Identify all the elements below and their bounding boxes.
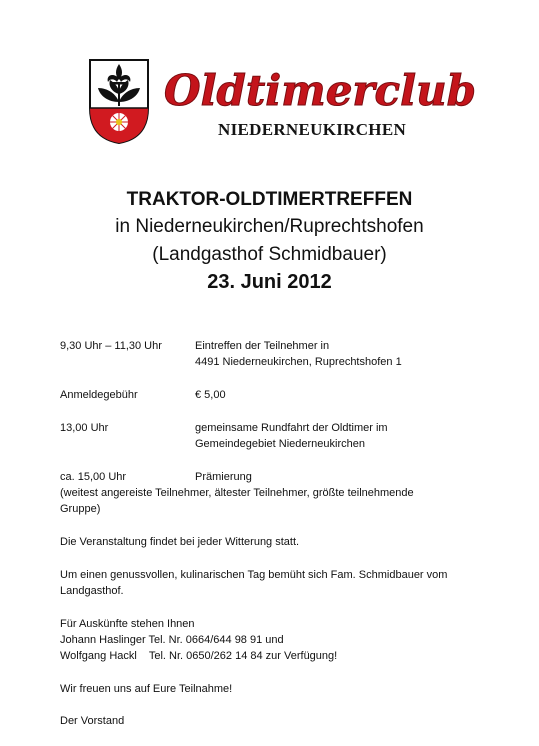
event-location: in Niederneukirchen/Ruprechtshofen: [115, 216, 424, 237]
signature: Der Vorstand: [60, 715, 125, 727]
tour-text-1: gemeinsame Rundfahrt der Oldtimer im: [195, 422, 388, 434]
club-location: NIEDERNEUKIRCHEN: [218, 120, 407, 139]
contact-hackl: Wolfgang Hackl Tel. Nr. 0650/262 14 84 zur Verfügung!: [60, 650, 338, 662]
award-time: ca. 15,00 Uhr: [60, 471, 127, 483]
closing-line: Wir freuen uns auf Eure Teilnahme!: [60, 683, 233, 695]
award-note-2: Gruppe): [60, 503, 101, 515]
award-label: Prämierung: [195, 471, 252, 483]
tour-text-2: Gemeindegebiet Niederneukirchen: [195, 438, 365, 450]
club-logo: [88, 58, 488, 148]
info-intro: Für Auskünfte stehen Ihnen: [60, 618, 195, 630]
arrival-text-2: 4491 Niederneukirchen, Ruprechtshofen 1: [195, 356, 402, 368]
fee-label: Anmeldegebühr: [60, 389, 138, 401]
event-date: 23. Juni 2012: [207, 271, 332, 293]
event-venue: (Landgasthof Schmidbauer): [152, 244, 387, 265]
food-note-1: Um einen genussvollen, kulinarischen Tag bemüht sich Fam. Schmidbauer vom: [60, 569, 448, 581]
coat-of-arms-icon: [88, 58, 150, 144]
club-name: Oldtimerclub: [164, 66, 476, 115]
food-note-2: Landgasthof.: [60, 585, 124, 597]
tour-time: 13,00 Uhr: [60, 422, 109, 434]
weather-note: Die Veranstaltung findet bei jeder Witterung statt.: [60, 536, 300, 548]
award-note-1: (weitest angereiste Teilnehmer, ältester Teilnehmer, größte teilnehmende: [60, 487, 414, 499]
event-title: TRAKTOR-OLDTIMERTREFFEN: [126, 189, 413, 210]
contact-haslinger: Johann Haslinger Tel. Nr. 0664/644 98 91 und: [60, 634, 284, 646]
fee-value: € 5,00: [195, 389, 226, 401]
arrival-text-1: Eintreffen der Teilnehmer in: [195, 340, 330, 352]
arrival-time: 9,30 Uhr – 11,30 Uhr: [60, 340, 162, 352]
